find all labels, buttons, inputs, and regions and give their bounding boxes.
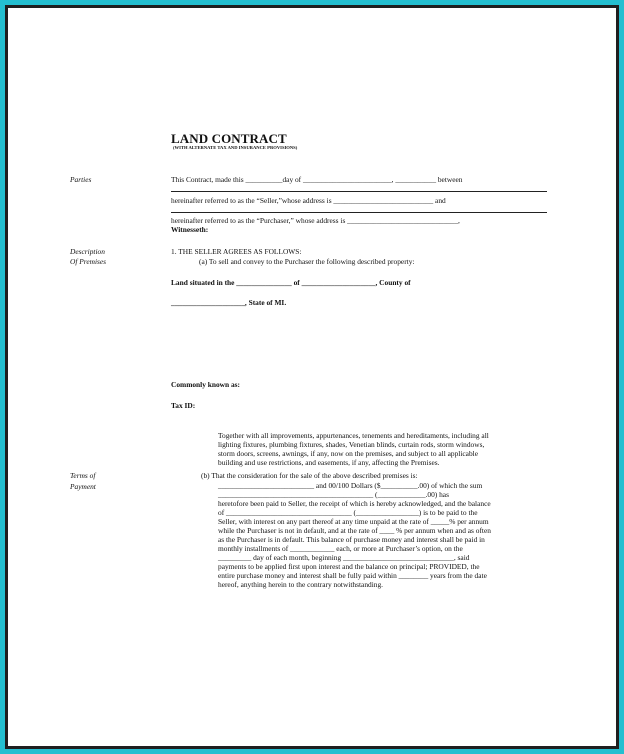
parties-blank-line-2 (171, 212, 547, 213)
seller-agrees-heading: 1. THE SELLER AGREES AS FOLLOWS: (171, 247, 302, 256)
payment-line: Seller, with interest on any part thereof at any time unpaid at the rate of _____% per annum (218, 517, 489, 526)
document-subtitle: (WITH ALTERNATE TAX AND INSURANCE PROVISIONS) (173, 145, 298, 150)
commonly-known-as: Commonly known as: (171, 380, 240, 389)
margin-label-parties: Parties (70, 175, 92, 184)
item-a-text: (a) To sell and convey to the Purchaser the following described property: (199, 257, 415, 266)
page-border (5, 5, 619, 749)
payment-line: of __________________________________ (_________________) is to be paid to the (218, 508, 478, 517)
margin-label-payment: Payment (70, 482, 96, 491)
state-line: ____________________, State of MI. (171, 298, 287, 307)
parties-line-1: This Contract, made this __________day of ________________________, ___________ between (171, 175, 463, 184)
item-b-text: (b) That the consideration for the sale of the above described premises is: (201, 471, 418, 480)
payment-line: entire purchase money and interest shall be fully paid within ________ years from the date (218, 571, 487, 580)
improvements-line: lighting fixtures, plumbing fixtures, shades, Venetian blinds, curtain rods, storm windows, (218, 440, 485, 449)
payment-line: __________________________ and 00/100 Dollars ($__________.00) of which the sum (218, 481, 483, 490)
improvements-paragraph (218, 431, 489, 467)
payment-line: payments to be applied first upon interest and the balance on principal; PROVIDED, the (218, 562, 480, 571)
land-situated-line: Land situated in the _______________ of ____________________, County of (171, 278, 411, 287)
improvements-line: building and use restrictions, and easements, if any, affecting the Premises. (218, 458, 440, 467)
payment-line: while the Purchaser is not in default, and at the rate of ____ % per annum when and as often (218, 526, 491, 535)
margin-label-description: Description (70, 247, 105, 256)
improvements-line: storm doors, screens, awnings, if any, now on the premises, and subject to all applicable (218, 449, 478, 458)
margin-label-terms: Terms of (70, 471, 96, 480)
payment-line: __________________________________________ (_____________.00) has (218, 490, 449, 499)
parties-blank-line-1 (171, 191, 547, 192)
payment-line: monthly installments of ____________ each, or more at Purchaser’s option, on the (218, 544, 463, 553)
document-page (8, 8, 616, 746)
payment-paragraph (218, 481, 491, 589)
payment-line: as the Purchaser is in default. This balance of purchase money and interest shall be paid in (218, 535, 485, 544)
margin-label-of-premises: Of Premises (70, 257, 107, 266)
tax-id: Tax ID: (171, 401, 196, 410)
improvements-line: Together with all improvements, appurtenances, tenements and hereditaments, including all (218, 431, 489, 440)
witnesseth: Witnesseth: (171, 225, 209, 234)
parties-line-3: hereinafter referred to as the “Purchaser,” whose address is ______________________________, (171, 216, 460, 225)
payment-line: hereof, anything herein to the contrary notwithstanding. (218, 580, 384, 589)
payment-line: heretofore been paid to Seller, the receipt of which is hereby acknowledged, and the balance (218, 499, 491, 508)
document-title: LAND CONTRACT (171, 131, 287, 146)
parties-line-2: hereinafter referred to as the “Seller,”whose address is ___________________________ and (171, 196, 446, 205)
payment-line: _________ day of each month, beginning ______________________________, said (218, 553, 470, 562)
